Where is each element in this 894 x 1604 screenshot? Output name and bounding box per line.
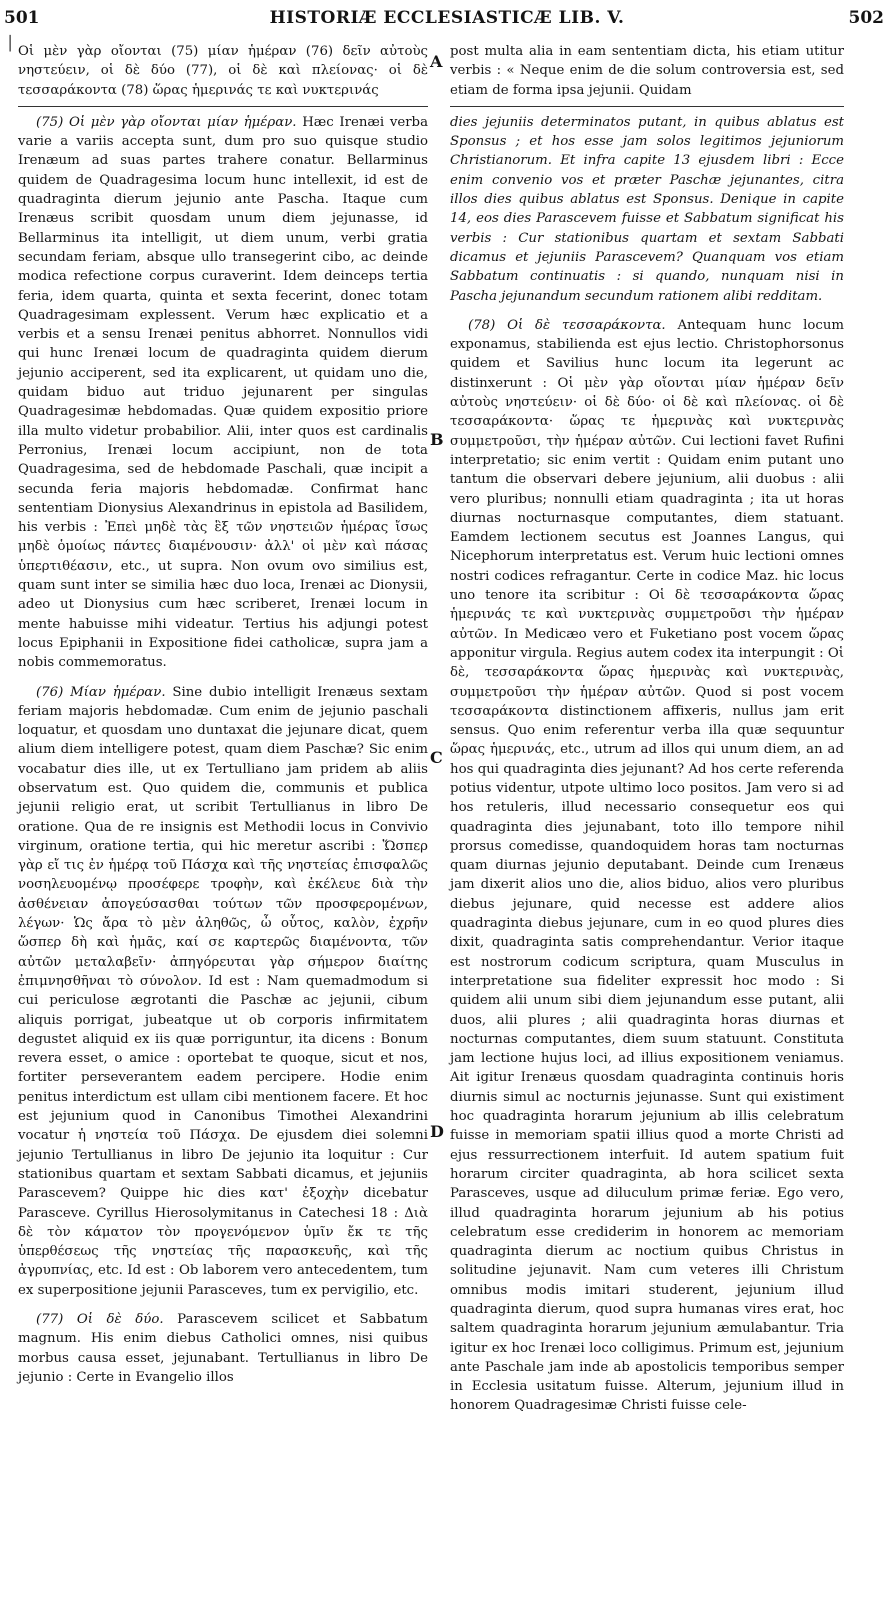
greek-text-intro: Οἱ μὲν γὰρ οἴονται (75) μίαν ἡμέραν (76) δεῖν αὐτοὺς νηστεύειν, οἱ δὲ δύο (77), οἱ δὲ καὶ πλείονας· οἱ δὲ τεσσαράκοντα (78) ὥρας ἡμερινάς τε καὶ νυκτερινάς	[18, 44, 428, 98]
latin-text-intro: post multa alia in eam sententiam dicta, his etiam utitur verbis : « Neque enim de die solum controversia est, sed etiam de forma ipsa jejunii. Quidam	[450, 44, 844, 98]
text-cursor-icon: │	[6, 36, 15, 52]
right-column	[450, 42, 844, 1416]
note-78	[450, 316, 844, 1416]
note-75-heading: (75) Οἱ μὲν γὰρ οἴονται μίαν ἡμέραν.	[36, 114, 297, 130]
margin-letter-b: B	[430, 430, 444, 449]
divider	[18, 106, 428, 107]
note-76-heading: (76) Μίαν ἡμέραν.	[36, 684, 166, 700]
note-75-body: Hæc Irenæi verba varie a variis accepta sunt, dum pro suo quisque studio Irenæum ad suas partes trahere conatur. Bellarminus quidem de Quadragesima locum hunc intellexit, id est de quadraginta dierum jejunio ante Pascha. Itaque cum Irenæus scribit quosdam unum diem jejunasse, id Bellarminus ita intelligit, ut diem unum, verbi gratia secundam feriam, absque ullo transegerint cibo, ac deinde modica refectione corpus curaverint. Idem deinceps tertia feria, idem quarta, quinta et sexta fecerint, donec totam Quadragesimam explessent. Verum hæc explicatio et a verbis et a sensu Irenæi penitus abhorret. Nonnullos vidi qui hunc Irenæi locum de quadraginta quidem dierum jejunio acciperent, sed ita explicarent, ut quidam uno die, quidam biduo aut triduo jejunarent per singulas Quadragesimæ hebdomadas. Quæ quidem expositio priore illa multo videtur probabilior. Alii, inter quos est cardinalis Perronius, Irenæi locum accipiunt, non de tota Quadragesima, sed de hebdomade Paschali, quæ incipit a secunda feria majoris hebdomadæ. Confirmat hanc sententiam Dionysius Alexandrinus in epistola ad Basilidem, his verbis : Ἐπεὶ μηδὲ τὰς ἓξ τῶν νηστειῶν ἡμέρας ἴσως μηδὲ ὁμοίως πάντες διαμένουσιν· ἀλλ' οἱ μὲν καὶ πάσας ὑπερτιθέασιν, etc., ut supra. Non ovum ovo similius est, quam sunt inter se similia hæc duo loca, Irenæi ac Dionysii, adeo ut Dionysius cum hæc scriberet, Irenæi locum in mente habuisse mihi videatur. Tertius his adjungi potest locus Epiphanii in Expositione fidei catholicæ, supra jam a nobis commemoratus.	[18, 114, 428, 671]
left-column	[18, 42, 428, 1387]
note-78-body: Antequam hunc locum exponamus, stabilienda est ejus lectio. Christophorsonus quidem et Savilius hunc locum ita legerunt ac distinxerunt : Οἱ μὲν γὰρ οἴονται μίαν ἡμέραν δεῖν αὐτοὺς νηστεύειν· οἱ δὲ δύο· οἱ δὲ καὶ πλείονας. οἱ δὲ τεσσαράκοντα· ὥρας τε ἡμερινὰς καὶ νυκτερινὰς συμμετροῦσι, τὴν ἡμέραν αὐτῶν. Cui lectioni favet Rufini interpretatio; sic enim vertit : Quidam enim putant uno tantum die observari debere jejunium, alii duobus : alii vero pluribus; nonnulli etiam quadraginta ; ita ut horas diurnas nocturnasque computantes, diem statuant. Eamdem lectionem secutus est Joannes Langus, qui Nicephorum interpretatus est. Verum huic lectioni omnes nostri codices refragantur. Certe in codice Maz. hic locus uno tenore ita scribitur : Οἱ δὲ τεσσαράκοντα ὥρας ἡμερινάς τε καὶ νυκτερινὰς συμμετροῦσι τὴν ἡμέραν αὐτῶν. In Medicæo vero et Fuketiano post vocem ὥρας apponitur virgula. Regius autem codex ita interpungit : Οἱ δὲ, τεσσαράκοντα ὥρας ἡμερινὰς καὶ νυκτερινὰς, συμμετροῦσι τὴν ἡμέραν αὐτῶν. Quod si post vocem τεσσαράκοντα distinctionem affixeris, nullus jam erit sensus. Quo enim referentur verba illa quæ sequuntur ὥρας ἡμερινάς, etc., utrum ad illos qui unum diem, an ad hos qui quadraginta dies jejunant? Ad hos certe referenda potius videntur, utpote ultimo loco positos. Jam vero si ad hos retuleris, illud necessario consequetur eos qui quadraginta dies jejunabant, toto illo tempore nihil prorsus comedisse, quandoquidem horas tam nocturnas quam diurnas jejunio deputabant. Deinde cum Irenæus jam dixerit alios uno die, alios biduo, alios vero pluribus diebus jejunare, quid necesse est addere alios quadraginta diebus jejunare, cum in eo quod plures dies dixit, quadraginta satis comprehendantur. Verior itaque est nostrorum codicum scriptura, quam Musculus in interpretatione sua fideliter expressit hoc modo : Si quidem alii unum sibi diem jejunandum esse putant, alii duos, alii plures ; alii quadraginta horas diurnas et nocturnas computantes, diem suum statuunt. Constituta jam lectione hujus loci, ad illius expositionem veniamus. Ait igitur Irenæus quosdam quadraginta continuis horis diurnis simul ac nocturnis jejunasse. Sunt qui existiment hoc quadraginta horarum jejunium ab illis celebratum fuisse in memoriam spatii illius quod a morte Christi ad ejus ressurrectionem interfuit. Id autem spatium fuit horarum circiter quadraginta, ab hora scilicet sexta Parasceves, usque ad diluculum primæ feriæ. Ego vero, illud quadraginta horarum jejunium ab his potius celebratum esse crediderim in honorem ac memoriam quadraginta dierum ac noctium quibus Christus in solitudine jejunavit. Nam cum veteres illi Christum omnibus modis imitari studerent, jejunium illud quadraginta dierum, quod supra humanas vires erat, hoc saltem quadraginta horarum jejunium æmulabantur. Tria igitur ex hoc Irenæi loco colligimus. Primum est, jejunium ante Paschale jam inde ab apostolicis temporibus semper in Ecclesia usitatum fuisse. Alterum, jejunium illud in honorem Quadragesimæ Christi fuisse cele-	[450, 317, 844, 1414]
note-75	[18, 113, 428, 673]
note-77-heading: (77) Οἱ δὲ δύο.	[36, 1312, 164, 1327]
note-78-heading: (78) Οἱ δὲ τεσσαράκοντα.	[468, 317, 666, 333]
margin-letter-d: D	[430, 1122, 444, 1141]
page-number-left: 501	[4, 8, 40, 28]
running-title: HISTORIÆ ECCLESIASTICÆ LIB. V.	[269, 8, 625, 28]
divider	[450, 106, 844, 107]
note-76-body: Sine dubio intelligit Irenæus sextam feriam majoris hebdomadæ. Cum enim de jejunio paschali loquatur, et quosdam uno duntaxat die jejunare dicat, quem alium diem intelligere potest, quam diem Paschæ? Sic enim vocabatur dies ille, ut ex Tertulliano jam pridem ab aliis observatum est. Quo quidem die, communis et publica jejunii religio erat, ut scribit Tertullianus in libro De oratione. Qua de re insignis est Methodii locus in Convivio virginum, oratione tertia, qui hic meretur ascribi : Ὥσπερ γὰρ εἴ τις ἐν ἡμέρᾳ τοῦ Πάσχα καὶ τῆς νηστείας ἐπισφαλῶς νοσηλευομένῳ προσέφερε τροφὴν, καὶ ἐκέλευε διὰ τὴν ἀσθένειαν ἀπογεύσασθαι τούτων τῶν προσφερομένων, λέγων· Ὡς ἄρα τὸ μὲν ἀληθῶς, ὦ οὗτος, καλὸν, ἐχρῆν ὥσπερ δὴ καὶ ἡμᾶς, καί σε καρτερῶς διαμένοντα, τῶν αὐτῶν μεταλαβεῖν· ἀπηγόρευται γὰρ σήμερον διαίτης ἐπιμνησθῆναι τὸ σύνολον. Id est : Nam quemadmodum si cui periculose ægrotanti die Paschæ ac jejunii, cibum aliquis porrigat, jubeatque ut ob corporis infirmitatem degustet aliquid ex iis quæ porriguntur, ita dicens : Bonum revera esset, o amice : oportebat te quoque, sicut et nos, fortiter perseverantem eadem percipere. Hodie enim penitus interdictum est ullam cibi mentionem facere. Et hoc est jejunium quod in Canonibus Timothei Alexandrini vocatur ἡ νηστεία τοῦ Πάσχα. De ejusdem diei solemni jejunio Tertullianus in libro De jejunio ita loquitur : Cur stationibus quartam et sextam Sabbati dicamus, et jejuniis Parascevem? Quippe hic dies κατ' ἐξοχὴν dicebatur Parasceve. Cyrillus Hierosolymitanus in Catechesi 18 : Διὰ δὲ τὸν κάματον τὸν προγενόμενον ὑμῖν ἔκ τε τῆς ὑπερθέσεως τῆς νηστείας τῆς παρασκευῆς, καὶ τῆς ἀγρυπνίας, etc. Id est : Ob laborem vero antecedentem, tum ex superpositione jejunii Parasceves, tum ex pervigilio, etc.	[18, 684, 428, 1298]
note-77-body: Parascevem scilicet et Sabbatum magnum. His enim diebus Catholici omnes, nisi quibus morbus causa esset, jejunabant. Tertullianus in libro De jejunio : Certe in Evangelio illos	[18, 1312, 428, 1385]
note-76	[18, 683, 428, 1301]
margin-letter-a: A	[430, 52, 443, 71]
page-number-right: 502	[848, 8, 884, 28]
note-77	[18, 1310, 428, 1387]
note-77-continuation: dies jejuniis determinatos putant, in quibus ablatus est Sponsus ; et hos esse jam solos legitimos jejuniorum Christianorum. Et infra capite 13 ejusdem libri : Ecce enim convenio vos et præter Paschæ jejunantes, citra illos dies quibus ablatus est Sponsus. Denique in capite 14, eos dies Parascevem fuisse et Sabbatum significat his verbis : Cur stationibus quartam et sextam Sabbati dicamus et jejuniis Parascevem? Quanquam vos etiam Sabbatum continuatis : si quando, nunquam nisi in Pascha jejunandum secundum rationem alibi redditam.	[450, 114, 844, 304]
margin-letter-c: C	[430, 748, 443, 767]
page-header	[0, 0, 894, 40]
